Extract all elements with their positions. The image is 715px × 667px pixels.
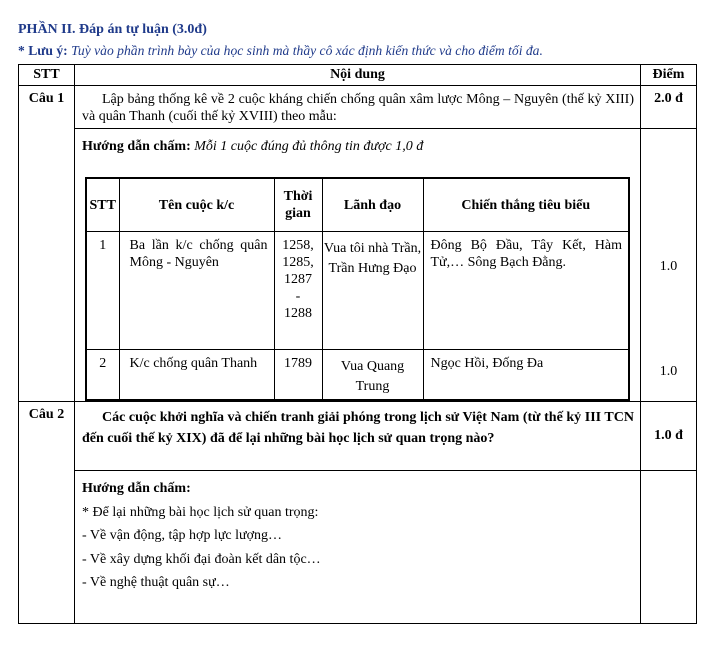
section-heading: PHẦN II. Đáp án tự luận (3.0đ) (18, 22, 207, 37)
q2-question-row (19, 402, 697, 471)
row1-stt: 1 (86, 232, 119, 350)
inner-header-stt: STT (86, 178, 119, 232)
header-row (19, 65, 697, 86)
q2-guide-line: - Về nghệ thuật quân sự… (82, 575, 230, 590)
q2-guide-points (641, 471, 697, 624)
row2-time (274, 350, 322, 401)
q1-question-row (19, 86, 697, 129)
grading-note (18, 43, 708, 59)
q2-label: Câu 2 (19, 402, 75, 624)
note-text: Tuỳ vào phần trình bày của học sinh mà thầy cô xác định kiến thức và cho điểm tối đa. (71, 43, 543, 58)
row2-points: 1.0 (659, 364, 678, 379)
q1-guide (75, 129, 641, 402)
q1-question: Lập bảng thống kê về 2 cuộc kháng chiến chống quân xâm lược Mông – Nguyên (thế kỷ XIII) và quân Thanh (cuối thế kỷ XVIII) theo mẫu: (75, 86, 641, 129)
q1-guide-title: Hướng dẫn chấm: (82, 139, 191, 154)
q1-guide-title-line (82, 137, 634, 157)
row1-name: Ba lần k/c chống quân Mông - Nguyên (119, 232, 274, 350)
q2-guide-line: - Về vận động, tập hợp lực lượng… (82, 528, 283, 543)
row1-time-line: 1258, (282, 238, 314, 253)
answer-table (18, 64, 697, 624)
q1-guide-note: Mỗi 1 cuộc đúng đủ thông tin được 1,0 đ (194, 139, 424, 154)
q2-guide (75, 471, 641, 624)
row2-stt: 2 (86, 350, 119, 401)
inner-row-1 (86, 232, 629, 350)
row1-time-line: - (295, 289, 301, 304)
inner-header-leader: Lãnh đạo (322, 178, 423, 232)
q2-guide-line: - Về xây dựng khối đại đoàn kết dân tộc… (82, 551, 321, 567)
inner-header-victory: Chiến thắng tiêu biểu (423, 178, 629, 232)
q1-guide-row (19, 129, 697, 402)
row2-leader: Vua Quang Trung (322, 350, 423, 401)
row1-points: 1.0 (659, 259, 678, 274)
q2-guide-row (19, 471, 697, 624)
q1-points: 2.0 đ (641, 86, 697, 129)
q1-inner-table (85, 177, 630, 401)
header-content: Nội dung (75, 65, 641, 86)
inner-header-row (86, 178, 629, 232)
row1-time-line: 1285, (282, 255, 314, 270)
row1-time-line: 1288 (284, 306, 312, 321)
row1-victory: Đông Bộ Đầu, Tây Kết, Hàm Tử,… Sông Bạch Đằng. (423, 232, 629, 350)
q2-guide-line: * Để lại những bài học lịch sử quan trọng: (82, 504, 319, 520)
row2-time-line: 1789 (284, 356, 312, 371)
header-stt: STT (19, 65, 75, 86)
inner-header-time: Thời gian (274, 178, 322, 232)
row1-time-line: 1287 (284, 272, 312, 287)
q2-question-text: Các cuộc khởi nghĩa và chiến tranh giải phóng trong lịch sử Việt Nam (từ thế kỷ III TCN đến cuối thế kỷ XIX) đã để lại những bài học lịch sử quan trọng nào? (82, 410, 634, 446)
header-points: Điểm (641, 65, 697, 86)
inner-row-2 (86, 350, 629, 401)
q1-label: Câu 1 (19, 86, 75, 402)
row2-victory: Ngọc Hồi, Đống Đa (423, 350, 629, 401)
q1-row-points (641, 129, 697, 402)
row1-time (274, 232, 322, 350)
q2-points: 1.0 đ (641, 402, 697, 471)
row1-leader: Vua tôi nhà Trần, Trần Hưng Đạo (322, 232, 423, 350)
q2-guide-title: Hướng dẫn chấm: (82, 481, 191, 496)
note-label: * Lưu ý: (18, 43, 68, 58)
q2-question (75, 402, 641, 471)
row2-name: K/c chống quân Thanh (119, 350, 274, 401)
inner-header-name: Tên cuộc k/c (119, 178, 274, 232)
